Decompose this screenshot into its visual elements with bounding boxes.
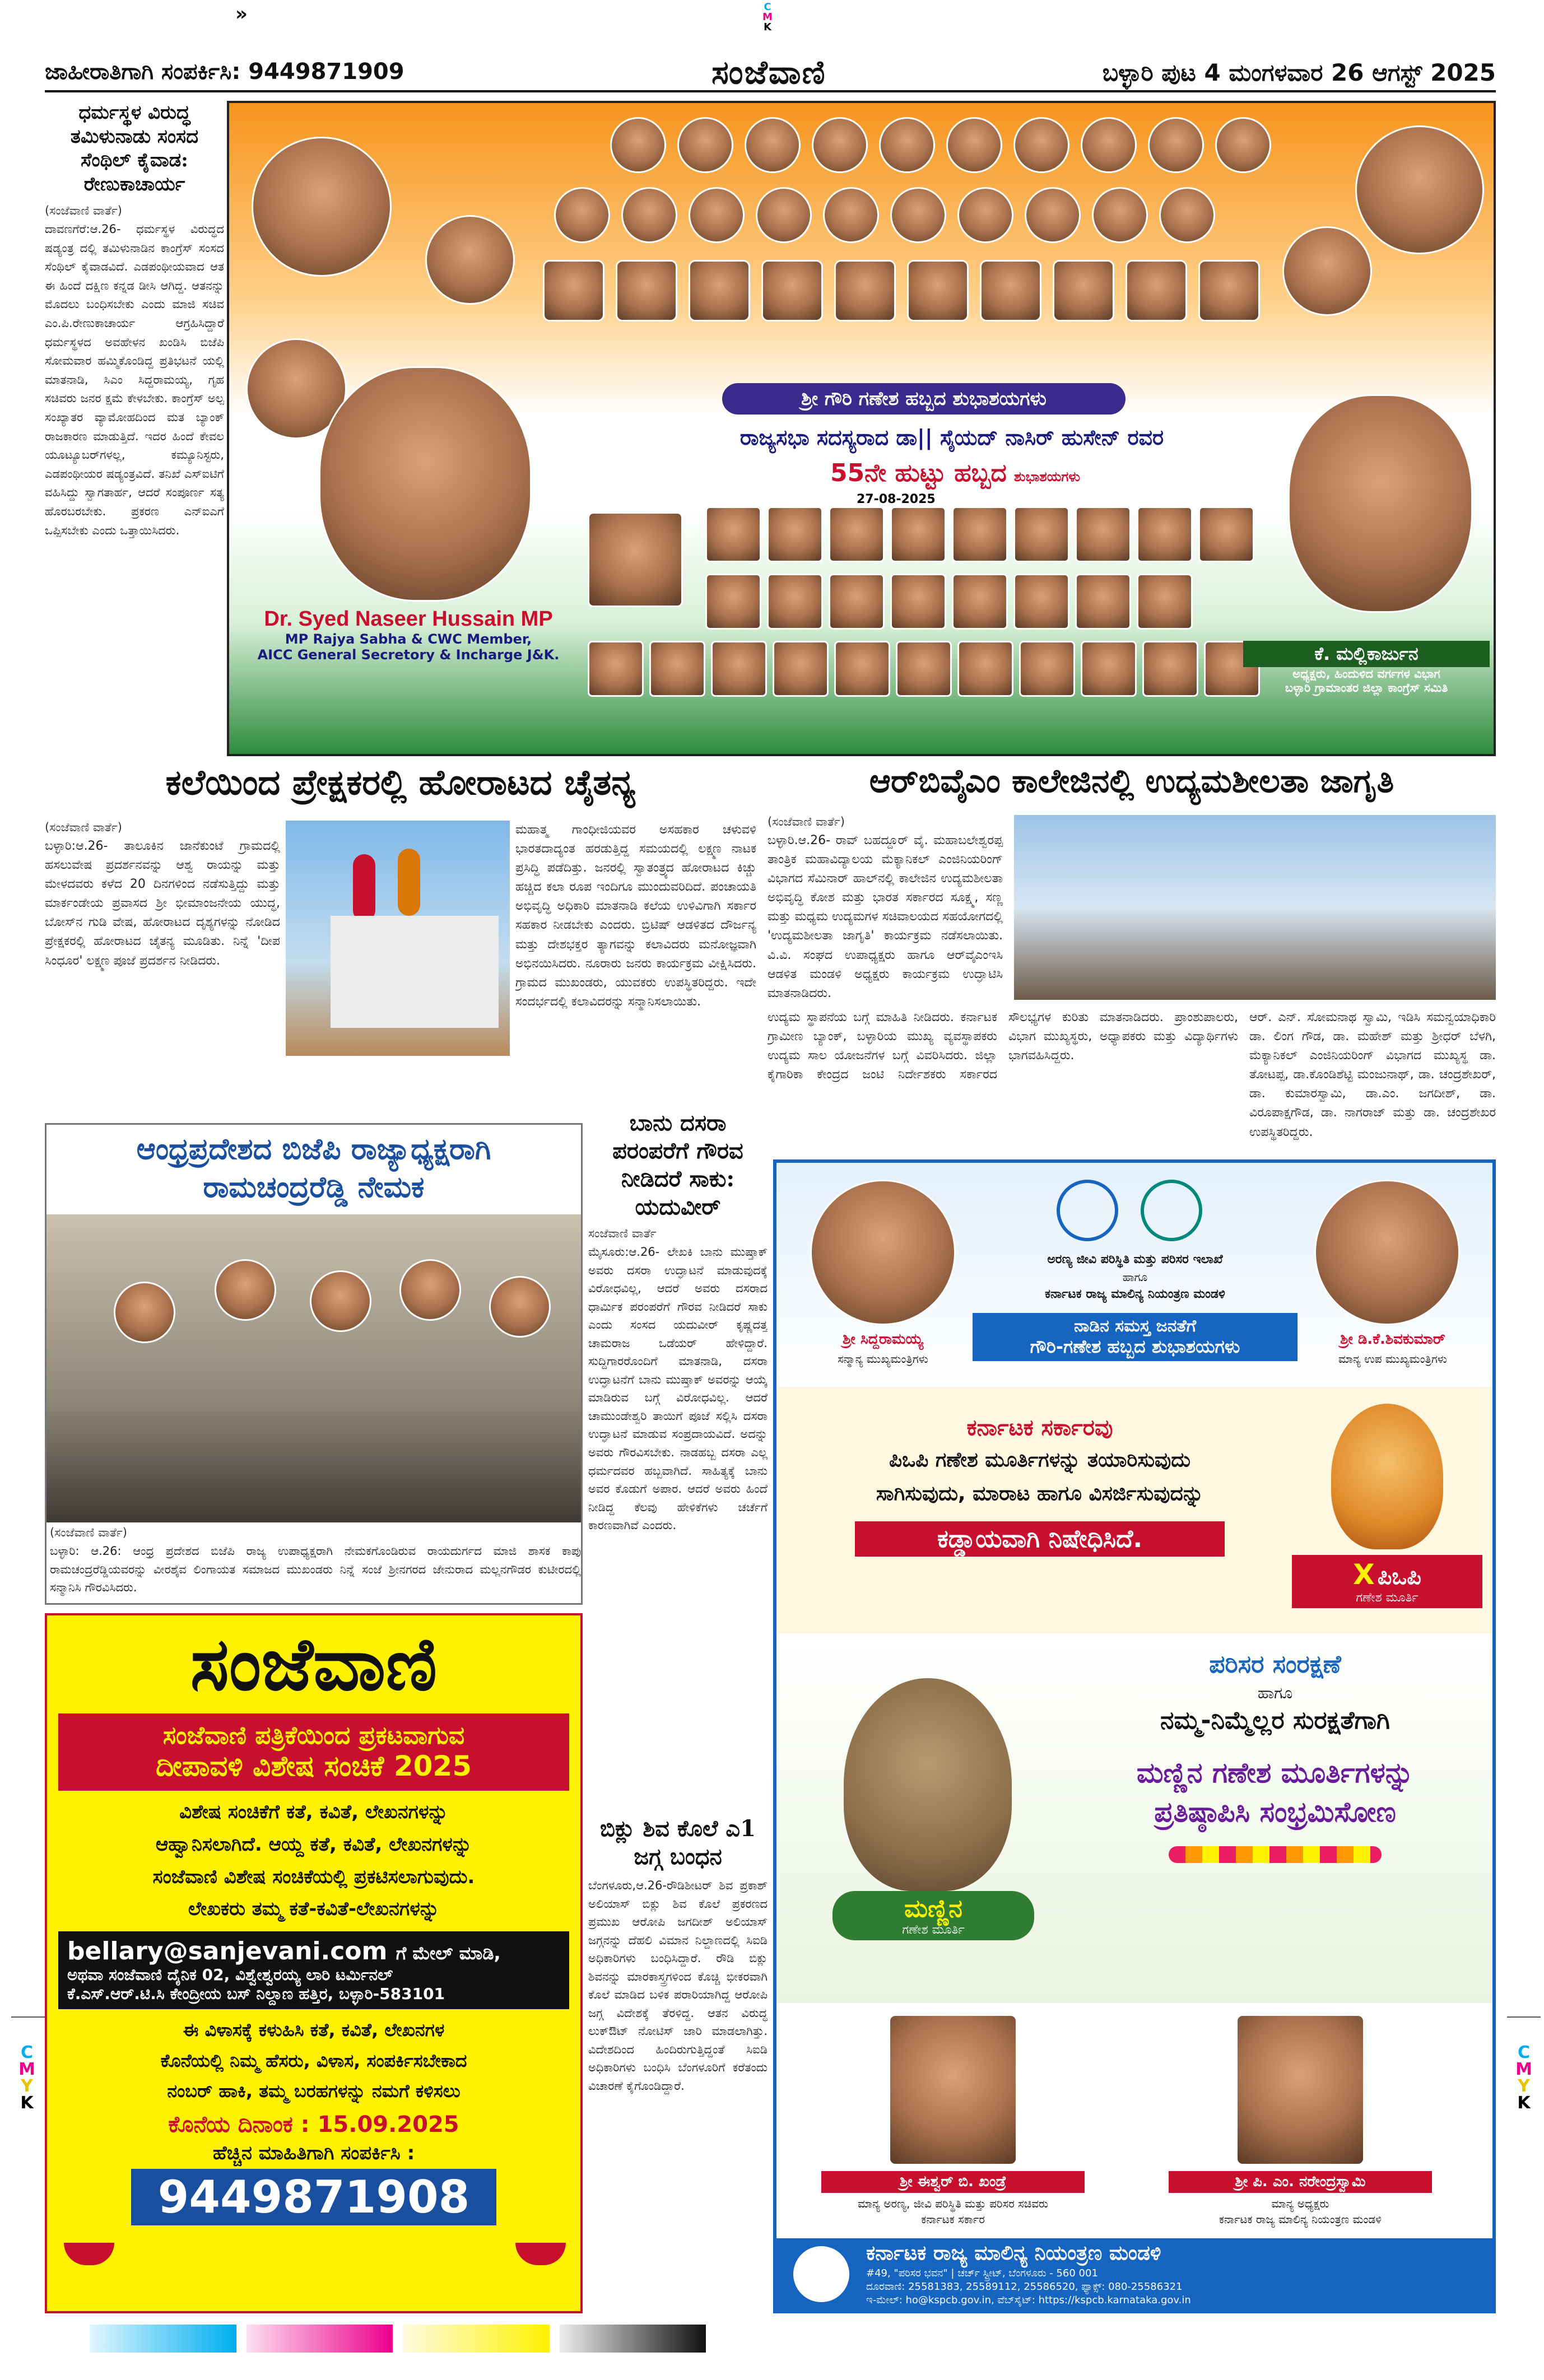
cmyk-mark-top: C M K — [762, 1, 773, 33]
honoree-name-en: Dr. Syed Naseer Hussain MP — [264, 607, 553, 631]
story-art-col3 — [515, 821, 756, 1120]
birthday-banner — [227, 101, 1496, 756]
supporter-photo — [1137, 506, 1193, 562]
env-4: ಪ್ರತಿಷ್ಠಾಪಿಸಿ ಸಂಭ್ರಮಿಸೋಣ — [1154, 1796, 1396, 1828]
ban-line-2: ಸಾಗಿಸುವುದು, ಮಾರಾಟ ಹಾಗೂ ವಿಸರ್ಜಿಸುವುದನ್ನು — [876, 1482, 1204, 1505]
dept-1: ಅರಣ್ಯ ಜೀವಿ ಪರಿಸ್ಥಿತಿ ಮತ್ತು ಪರಿಸರ ಇಲಾಖೆ — [1047, 1252, 1223, 1266]
minister-1-name: ಶ್ರೀ ಈಶ್ವರ್ ಬಿ. ಖಂಡ್ರೆ — [821, 2171, 1085, 2193]
birthday-count: 55ನೇ ಹುಟ್ಟು ಹಬ್ಬದ — [830, 459, 1007, 487]
honoree-role-2: AICC General Secretory & Incharge J&K. — [257, 647, 560, 663]
story-rymec — [768, 762, 1496, 1154]
ad-email-line — [67, 1937, 560, 1966]
greeting-box — [973, 1313, 1297, 1361]
supporter-photo — [1075, 574, 1131, 630]
ad-body-line: ಲೇಖಕರು ತಮ್ಮ ಕತೆ-ಕವಿತೆ-ಲೇಖನಗಳನ್ನು — [188, 1898, 440, 1921]
ad-more-info: ಹೆಚ್ಚಿನ ಮಾಹಿತಿಗಾಗಿ ಸಂಪರ್ಕಿಸಿ : — [212, 2142, 415, 2165]
cm-role: ಸನ್ಮಾನ್ಯ ಮುಖ್ಯಮಂತ್ರಿಗಳು — [838, 1352, 928, 1366]
supporter-photo — [1075, 506, 1131, 562]
ad-contact: ಜಾಹೀರಾತಿಗಾಗಿ ಸಂಪರ್ಕಿಸಿ: 9449871909 — [45, 59, 404, 85]
birthday-line — [733, 459, 1182, 487]
clay-badge — [833, 1891, 1034, 1940]
env-3: ಮಣ್ಣಿನ ಗಣೇಶ ಮೂರ್ತಿಗಳನ್ನು — [1136, 1757, 1414, 1789]
leader-photo — [252, 137, 392, 277]
newspaper-logo: ಸಂಜೆವಾಣಿ — [711, 53, 826, 91]
masthead — [45, 53, 1496, 92]
kspcb-ad — [773, 1159, 1496, 2313]
color-bars — [90, 2325, 706, 2353]
supporter-photo — [952, 506, 1008, 562]
story-andhra-photo — [46, 1214, 583, 1522]
ad-address-2: ಕೆ.ಎಸ್.ಆರ್.ಟಿ.ಸಿ ಕೇಂದ್ರೀಯ ಬಸ್ ನಿಲ್ದಾಣ ಹತ್ತಿರ, ಬಳ್ಳಾರಿ-583101 — [67, 1985, 445, 2004]
ad-logo: ಸಂಜೆವಾಣಿ — [190, 1621, 438, 1707]
ad-body-line: ಆಹ್ವಾನಿಸಲಾಗಿದೆ. ಆಯ್ದ ಕತೆ, ಕವಿತೆ, ಲೇಖನಗಳನ್ನು — [155, 1833, 472, 1856]
leader-photo — [1126, 260, 1187, 322]
ban-line-1: ಪಿಒಪಿ ಗಣೇಶ ಮೂರ್ತಿಗಳನ್ನು ತಯಾರಿಸುವುದು — [889, 1449, 1190, 1471]
leader-photo — [957, 187, 1013, 243]
birthday-date: 27-08-2025 — [857, 492, 936, 506]
leader-photo — [879, 117, 935, 173]
dateline: ಬಳ್ಳಾರಿ ಪುಟ 4 ಮಂಗಳವಾರ 26 ಆಗಸ್ಟ್ 2025 — [1102, 59, 1496, 86]
leader-photo — [890, 187, 946, 243]
ad-deadline — [47, 2112, 580, 2137]
ad-email[interactable]: bellary@sanjevani.com — [67, 1937, 388, 1966]
story-dasara-headline: ಬಾನು ದಸರಾ ಪರಂಪರೆಗೆ ಗೌರವ ನೀಡಿದರೆ ಸಾಕು: ಯದುವೀರ್ — [612, 1110, 743, 1220]
cyan-bar — [90, 2325, 236, 2353]
supporter-photo — [649, 641, 705, 697]
main-honoree-photo — [319, 366, 532, 602]
kspcb-footer-address: #49, "ಪರಿಸರ ಭವನ" | ಚರ್ಚ್ ಸ್ಟ್ರೀಟ್, ಬೆಂಗಳೂರು - 560 001 — [866, 2267, 1098, 2279]
minister-2-role-1: ಮಾನ್ಯ ಅಧ್ಯಕ್ಷರು — [1271, 2197, 1329, 2210]
ban-line-3: ಕಡ್ಡಾಯವಾಗಿ ನಿಷೇಧಿಸಿದೆ. — [855, 1521, 1225, 1557]
story-andhra-text — [50, 1526, 581, 1604]
dcm-role: ಮಾನ್ಯ ಉಪ ಮುಖ್ಯಮಂತ್ರಿಗಳು — [1338, 1352, 1448, 1366]
leader-photo — [689, 260, 750, 322]
leader-photo — [745, 117, 801, 173]
story-art-byline: (ಸಂಜೆವಾಣಿ ವಾರ್ತೆ) — [45, 821, 122, 834]
leader-photo — [1025, 187, 1081, 243]
left-story-body: ದಾವಣಗೆರೆ:ಆ.26- ಧರ್ಮಸ್ಥಳ ವಿರುದ್ಧದ ಷಡ್ಯಂತ್ರ ದಲ್ಲಿ ತಮಿಳುನಾಡಿನ ಕಾಂಗ್ರೆಸ್ ಸಂಸದ ಸೆಂಥಿಲ್ ಕೈವಾಡವಿದೆ. ಎಡಪಂಥೀಯವಾದ ಆತ ಈ ಹಿಂದೆ ದಕ್ಷಿಣ ಕನ್ನಡ ಡೀಸಿ ಆಗಿದ್ದ. ಆತನನ್ನು ಮೊದಲು ಬಂಧಿಸಬೇಕು ಎಂದು ಮಾಜಿ ಸಚಿವ ಎಂ.ಪಿ.ರೇಣುಕಾಚಾರ್ಯ ಆಗ್ರಹಿಸಿದ್ದಾರೆ ಧರ್ಮಸ್ಥಳದ ಅವಹೇಳನ ಖಂಡಿಸಿ ಬಿಜೆಪಿ ಸೋಮವಾರ ಹಮ್ಮಿಕೊಂಡಿದ್ದ ಪ್ರತಿಭಟನೆ ಯಲ್ಲಿ ಮಾತನಾಡಿ, ಸಿಎಂ ಸಿದ್ದರಾಮಯ್ಯ, ಗೃಹ ಸಚಿವರು ಜನರ ಕ್ಷಮೆ ಕೇಳಬೇಕು. ಕಾಂಗ್ರೆಸ್ ಅಲ್ಪ ಸಂಖ್ಯಾತರ ವ್ಯಾಮೋಹದಿಂದ ಮತ ಬ್ಯಾಂಕ್ ರಾಜಕಾರಣ ಮಾಡುತ್ತಿದೆ. ಇದರ ಹಿಂದೆ ಕೇವಲ ಯೂಟ್ಯೂಬರ್‌ಗಳಲ್ಲ, ಕಮ್ಯೂನಿಸ್ಟರು, ಎಡಪಂಥೀಯರ ಷಡ್ಯಂತ್ರವಿದೆ. ತನಿಖೆ ಎಸ್‌ಐಟಿಗೆ ವಹಿಸಿದ್ದು ಸ್ವಾಗತಾರ್ಹ, ಆದರೆ ಸಂಪೂರ್ಣ ಸತ್ಯ ಹೊರಬರಬೇಕು. ಪ್ರಕರಣ ಎನ್‌ಐಎಗೆ ಒಪ್ಪಿಸಬೇಕು ಎಂದು ಒತ್ತಾಯಿಸಿದರು. — [45, 222, 224, 537]
sponsor-plate — [1243, 641, 1490, 695]
clay-label: ಮಣ್ಣಿನ — [904, 1894, 962, 1923]
ad-body-line: ಸಂಜೆವಾಣಿ ವಿಶೇಷ ಸಂಚಿಕೆಯಲ್ಲಿ ಪ್ರಕಟಿಸಲಾಗುವುದು. — [152, 1865, 475, 1888]
left-story — [45, 101, 224, 745]
ad-deadline-label: ಕೊನೆಯ ದಿನಾಂಕ : — [168, 2112, 318, 2138]
govt-line: ಕರ್ನಾಟಕ ಸರ್ಕಾರವು — [966, 1415, 1113, 1441]
minister-2-role-2: ಕರ್ನಾಟಕ ರಾಜ್ಯ ಮಾಲಿನ್ಯ ನಿಯಂತ್ರಣ ಮಂಡಳಿ — [1219, 2213, 1382, 2226]
ad-body-line: ವಿಶೇಷ ಸಂಚಿಕೆಗೆ ಕತೆ, ಕವಿತೆ, ಲೇಖನಗಳನ್ನು — [179, 1801, 448, 1823]
story-rymec-body2: ಉದ್ಯಮ ಸ್ಥಾಪನೆಯ ಬಗ್ಗೆ ಮಾಹಿತಿ ನೀಡಿದರು. ಕರ್ನಾಟಕ ಗ್ರಾಮೀಣ ಬ್ಯಾಂಕ್, ಬಳ್ಳಾರಿಯ ಮುಖ್ಯ ವ್ಯವಸ್ಥಾಪಕರು ಉದ್ಯಮ ಸಾಲ ಯೋಜನೆಗಳ ಬಗ್ಗೆ ವಿವರಿಸಿದರು. ಜಿಲ್ಲಾ ಕೈಗಾರಿಕಾ ಕೇಂದ್ರದ ಜಂಟಿ ನಿರ್ದೇಶಕರು ಸರ್ಕಾರದ ಸೌಲಭ್ಯಗಳ ಕುರಿತು ಮಾತನಾಡಿದರು. ಪ್ರಾಂಶುಪಾಲರು, ವಿಭಾಗ ಮುಖ್ಯಸ್ಥರು, ಅಧ್ಯಾಪಕರು ಮತ್ತು ವಿದ್ಯಾರ್ಥಿಗಳು ಭಾಗವಹಿಸಿದ್ದರು. — [768, 1010, 1238, 1082]
magenta-bar — [247, 2325, 393, 2353]
leader-photo — [1215, 117, 1271, 173]
leader-photo — [1282, 226, 1372, 316]
supporter-photo — [705, 506, 761, 562]
story-andhra-headline: ಆಂಧ್ರಪ್ರದೇಶದ ಬಿಜೆಪಿ ರಾಜ್ಯಾಧ್ಯಕ್ಷರಾಗಿ ರಾಮಚಂದ್ರರೆಡ್ಡಿ ನೇಮಕ — [136, 1132, 491, 1204]
story-andhra-byline: (ಸಂಜೆವಾಣಿ ವಾರ್ತೆ) — [50, 1526, 127, 1539]
leader-photo — [1355, 125, 1484, 254]
story-dasara — [588, 1109, 768, 1725]
story-dasara-body: ಮೈಸೂರು:ಆ.26- ಲೇಖಕಿ ಬಾನು ಮುಷ್ತಾಕ್ ಅವರು ದಸರಾ ಉದ್ಘಾಟನೆ ಮಾಡುವುದಕ್ಕೆ ವಿರೋಧವಿಲ್ಲ, ಆದರೆ ಅವರು ದಸರಾದ ಧಾರ್ಮಿಕ ಪರಂಪರೆಗೆ ಗೌರವ ನೀಡಿದರೆ ಸಾಕು ಎಂದು ಸಂಸದ ಯದುವೀರ್ ಕೃಷ್ಣದತ್ತ ಚಾಮರಾಜ ಒಡೆಯರ್ ಹೇಳಿದ್ದಾರೆ. ಸುದ್ದಿಗಾರರೊಂದಿಗೆ ಮಾತನಾಡಿ, ದಸರಾ ಉದ್ಘಾಟನೆಗೆ ಬಾನು ಮುಷ್ತಾಕ್ ಅವರನ್ನು ಆಯ್ಕೆ ಮಾಡಿರುವ ಬಗ್ಗೆ ವಿರೋಧವಿಲ್ಲ. ಆದರೆ ಚಾಮುಂಡೇಶ್ವರಿ ತಾಯಿಗೆ ಪೂಜೆ ಸಲ್ಲಿಸಿ ದಸರಾ ಉದ್ಘಾಟನೆ ಮಾಡುವ ಸಂಪ್ರದಾಯವಿದೆ. ಅದನ್ನು ಅವರು ಗೌರವಿಸಬೇಕು. ನಾಡಹಬ್ಬ ದಸರಾ ಎಲ್ಲ ಧರ್ಮದವರ ಹಬ್ಬವಾಗಿದೆ. ಸಾಹಿತ್ಯಕ್ಕೆ ಬಾನು ಅವರ ಕೊಡುಗೆ ಅಪಾರ. ಆದರೆ ಅವರು ಹಿಂದೆ ನೀಡಿದ್ದ ಕೆಲವು ಹೇಳಿಕೆಗಳು ಚರ್ಚೆಗೆ ಕಾರಣವಾಗಿವೆ ಎಂದರು. — [588, 1245, 768, 1533]
diya-right-icon — [515, 2243, 566, 2265]
leader-photo — [812, 117, 868, 173]
group-person — [215, 1259, 276, 1321]
supporter-photo — [957, 641, 1013, 697]
minister-2-name: ಶ್ರೀ ಪಿ. ಎಂ. ನರೇಂದ್ರಸ್ವಾಮಿ — [1169, 2171, 1432, 2193]
supporter-photo — [1081, 641, 1137, 697]
supporter-photo — [829, 574, 885, 630]
leader-photo — [425, 215, 515, 305]
ban-section — [776, 1387, 1492, 1633]
diya-left-icon — [64, 2243, 114, 2265]
birthday-suffix: ಶುಭಾಶಯಗಳು — [1010, 468, 1085, 486]
supporter-photo — [1142, 641, 1198, 697]
clay-sub: ಗಣೇಶ ಮೂರ್ತಿ — [902, 1923, 965, 1937]
ad-title-1: ಸಂಜೆವಾಣಿ ಪತ್ರಿಕೆಯಿಂದ ಪ್ರಕಟವಾಗುವ — [162, 1721, 465, 1750]
supporter-photo — [834, 641, 890, 697]
dept-2: ಕರ್ನಾಟಕ ರಾಜ್ಯ ಮಾಲಿನ್ಯ ನಿಯಂತ್ರಣ ಮಂಡಳಿ — [1045, 1287, 1225, 1301]
crosshair-left — [11, 2016, 45, 2018]
supporter-photo — [890, 506, 946, 562]
pop-badge — [1292, 1555, 1482, 1608]
supporter-photo — [767, 574, 823, 630]
group-person — [399, 1259, 461, 1321]
dept-and: ಹಾಗೂ — [1122, 1270, 1148, 1284]
flower-garland-icon — [1169, 1846, 1382, 1863]
leader-photo — [834, 260, 896, 322]
kspcb-footer-phone: ದೂರವಾಣಿ: 25581383, 25589112, 25586520, ಫ್ಯಾಕ್ಸ್: 080-25586321 — [866, 2281, 1183, 2293]
ad-notes — [47, 2015, 580, 2106]
sponsor-photo — [1288, 394, 1473, 613]
kspcb-logo-icon — [1141, 1180, 1202, 1241]
supporter-photo — [1137, 574, 1193, 630]
minister-1-photo — [889, 2014, 1017, 2165]
story-biklu — [588, 1815, 768, 2319]
yellow-bar — [403, 2325, 550, 2353]
ad-email-box — [58, 1931, 569, 2009]
ad-email-suffix: ಗೆ ಮೇಲ್ ಮಾಡಿ, — [396, 1943, 501, 1964]
cm-photo — [810, 1180, 956, 1325]
story-rymec-headline: ಆರ್‌ಬಿವೈಎಂ ಕಾಲೇಜಿನಲ್ಲಿ ಉದ್ಯಮಶೀಲತಾ ಜಾಗೃತಿ — [869, 762, 1394, 800]
ad-body — [47, 1796, 580, 1926]
dcm-name: ಶ್ರೀ ಡಿ.ಕೆ.ಶಿವಕುಮಾರ್ — [1340, 1331, 1445, 1348]
ad-phone[interactable]: 9449871908 — [131, 2169, 496, 2225]
leader-photo — [756, 187, 812, 243]
honoree-name-plate — [246, 607, 571, 663]
supporter-photo — [588, 641, 644, 697]
sponsor-role-2: ಬಳ್ಳಾರಿ ಗ್ರಾಮಾಂತರ ಜಿಲ್ಲಾ ಕಾಂಗ್ರೆಸ್ ಸಮಿತಿ — [1285, 681, 1448, 695]
leader-photo — [1092, 187, 1148, 243]
leader-photo — [946, 117, 1002, 173]
leader-photo — [907, 260, 969, 322]
ad-address-1: ಅಥವಾ ಸಂಜೆವಾಣಿ ದೈನಿಕ 02, ವಿಶ್ವೇಶ್ವರಯ್ಯ ಲಾರಿ ಟರ್ಮಿನಲ್ — [67, 1966, 393, 1985]
leader-photo — [610, 117, 666, 173]
supporter-photo — [1013, 506, 1069, 562]
performer-figure — [353, 854, 375, 921]
leader-photo — [677, 117, 733, 173]
supporter-photo — [767, 506, 823, 562]
leader-photo — [1159, 187, 1215, 243]
ad-note-line: ಈ ವಿಳಾಸಕ್ಕೆ ಕಳುಹಿಸಿ ಕತೆ, ಕವಿತೆ, ಲೇಖನಗಳ — [183, 2019, 445, 2041]
minister-1-role-1: ಮಾನ್ಯ ಅರಣ್ಯ, ಜೀವಿ ಪರಿಸ್ಥಿತಿ ಮತ್ತು ಪರಿಸರ ಸಚಿವರು — [858, 2197, 1048, 2210]
supporter-photo — [952, 574, 1008, 630]
kspcb-footer-logo-icon — [793, 2246, 849, 2302]
story-rymec-body3: ಆರ್. ಎನ್. ಸೋಮನಾಥ ಸ್ವಾಮಿ, ಇಡಿಸಿ ಸಮನ್ವಯಾಧಿಕಾರಿ ಡಾ. ಲಿಂಗ ಗೌಡ, ಡಾ. ಮಹೇಶ್ ಮತ್ತು ಶ್ರೀಧರ್ ಬೆಳಗಿ, ಮೆಕ್ಯಾನಿಕಲ್ ಎಂಜಿನಿಯರಿಂಗ್ ವಿಭಾಗದ ಮುಖ್ಯಸ್ಥ ಡಾ. ತೋಟಪ್ಪ, ಡಾ.ಕೊಂಡಿಶೆಟ್ಟಿ ಮಂಜುನಾಥ್, ಡಾ. ಚಂದ್ರಶೇಖರ್, ಡಾ. ಕುಮಾರಸ್ವಾಮಿ, ಡಾ.ಎಂ. ಜಗದೀಶ್, ಡಾ. ವಿರೂಪಾಕ್ಷಗೌಡ, ಡಾ. ನಾಗರಾಜ್ ಮತ್ತು ಡಾ. ಚಂದ್ರಶೇಖರ ಉಪಸ್ಥಿತರಿದ್ದರು. — [1249, 1010, 1496, 1139]
black-bar — [560, 2325, 706, 2353]
cm-name: ಶ್ರೀ ಸಿದ್ದರಾಮಯ್ಯ — [843, 1331, 923, 1348]
ad-title-2: ದೀಪಾವಳಿ ವಿಶೇಷ ಸಂಚಿಕೆ 2025 — [156, 1750, 472, 1782]
supporter-photo — [890, 574, 946, 630]
leader-photo — [1081, 117, 1137, 173]
story-rymec-col1 — [768, 815, 1003, 1005]
leader-photo — [1148, 117, 1204, 173]
story-art-body1: ಬಳ್ಳಾರಿ:ಆ.26- ತಾಲೂಕಿನ ಜಾನೆಕುಂಟೆ ಗ್ರಾಮದಲ್ಲಿ ಹಸಲುವೇಷ ಪ್ರದರ್ಶನವನ್ನು ಆಶ್ವ ರಾಯನ್ನು ಮತ್ತು ಮೇಳದವರು ಕಳೆದ 20 ದಿನಗಳಿಂದ ನಡೆಸುತ್ತಿದ್ದು ಮತ್ತು ಮಾರ್ಕಂಡೇಯ ಪ್ರವಾಸದ ಶ್ರೀ ಭೀಮಾಂಜನೇಯ ಯುದ್ಧ, ಬೋಸ್‌ನ ಗುಡಿ ವೇಷ, ಹೋರಾಟದ ದೃಶ್ಯಗಳನ್ನು ನೋಡಿದ ಪ್ರೇಕ್ಷಕರಲ್ಲಿ ಹೋರಾಟದ ಚೈತನ್ಯ ಮೂಡಿತು. ನಿನ್ನೆ 'ದೀಪ ಸಿಂಧೂರ' ಲಕ್ಷ್ಮಣ ಪೂಜೆ ಪ್ರದರ್ಶನ ನೀಡಿದರು. — [45, 839, 280, 968]
honoree-role-1: MP Rajya Sabha & CWC Member, — [285, 631, 532, 647]
clay-ganesha-icon — [844, 1678, 1012, 1891]
kspcb-footer-web[interactable]: ಇ-ಮೇಲ್: ho@kspcb.gov.in, ವೆಬ್‌ಸೈಟ್: https://kspcb.karnataka.gov.in — [866, 2294, 1191, 2306]
cmyk-mark-right: C M Y K — [1515, 2043, 1532, 2113]
story-art-body2: ಮಹಾತ್ಮ ಗಾಂಧೀಜಿಯವರ ಅಸಹಕಾರ ಚಳುವಳಿ ಭಾರತದಾದ್ಯಂತ ಹರಡುತ್ತಿದ್ದ ಸಮಯದಲ್ಲಿ ಲಕ್ಷ್ಮಣ ನಾಟಕ ಪ್ರಸಿದ್ಧಿ ಪಡೆದಿತ್ತು. ಜನರಲ್ಲಿ ಸ್ವಾತಂತ್ರ್ಯದ ಹೋರಾಟದ ಕಿಚ್ಚು ಹಚ್ಚಿದ ಕಲಾ ರೂಪ ಇಂದಿಗೂ ಮುಂದುವರಿದಿದೆ. ಪಂಚಾಯತಿ ಅಭಿವೃದ್ಧಿ ಅಧಿಕಾರಿ ಮಾತನಾಡಿ ಕಲೆಯ ಉಳಿವಿಗಾಗಿ ಸರ್ಕಾರ ಸಹಕಾರ ನೀಡಬೇಕು ಎಂದರು. ಬ್ರಿಟಿಷ್ ಆಡಳಿತದ ದೌರ್ಜನ್ಯ ಮತ್ತು ದೇಶಭಕ್ತರ ತ್ಯಾಗವನ್ನು ಕಲಾವಿದರು ಮನೋಜ್ಞವಾಗಿ ಅಭಿನಯಿಸಿದರು. ನೂರಾರು ಜನರು ಕಾರ್ಯಕ್ರಮ ವೀಕ್ಷಿಸಿದರು. ಗ್ರಾಮದ ಮುಖಂಡರು, ಯುವಕರು ಉಪಸ್ಥಿತರಿದ್ದರು. ಇದೇ ಸಂದರ್ಭದಲ್ಲಿ ಕಲಾವಿದರನ್ನು ಸನ್ಮಾನಿಸಲಾಯಿತು. — [515, 823, 756, 1009]
ad-deadline-date: 15.09.2025 — [317, 2112, 459, 2138]
pop-x-icon: X — [1353, 1558, 1375, 1591]
leader-photo — [1053, 260, 1114, 322]
sanjevani-deepavali-ad — [45, 1613, 583, 2313]
left-story-headline: ಧರ್ಮಸ್ಥಳ ವಿರುದ್ಧ ತಮಿಳುನಾಡು ಸಂಸದ ಸೆಂಥಿಲ್ ಕೈವಾಡ: ರೇಣುಕಾಚಾರ್ಯ — [70, 101, 199, 195]
minister-1-role-2: ಕರ್ನಾಟಕ ಸರ್ಕಾರ — [921, 2213, 985, 2226]
minister-2-photo — [1236, 2014, 1365, 2165]
leader-photo — [823, 187, 879, 243]
leader-photo — [616, 260, 677, 322]
leader-photo — [761, 260, 823, 322]
env-section — [776, 1633, 1492, 2003]
env-2: ನಮ್ಮ-ನಿಮ್ಮೆಲ್ಲರ ಸುರಕ್ಷತೆಗಾಗಿ — [1160, 1706, 1390, 1735]
kspcb-top — [776, 1163, 1492, 1387]
supporter-photo — [773, 641, 829, 697]
group-person — [489, 1276, 551, 1338]
leader-photo — [980, 260, 1041, 322]
pop-label: ಪಿಒಪಿ — [1377, 1564, 1421, 1590]
crosshair-right — [1507, 2016, 1541, 2018]
supporter-photo — [1019, 641, 1075, 697]
supporter-photo — [705, 574, 761, 630]
story-rymec-byline: (ಸಂಜೆವಾಣಿ ವಾರ್ತೆ) — [768, 815, 845, 828]
story-dasara-byline: ಸಂಜೆವಾಣಿ ವಾರ್ತೆ — [588, 1227, 657, 1240]
govt-emblem-icon — [1057, 1180, 1118, 1241]
story-rymec-body1: ಬಳ್ಳಾರಿ.ಆ.26- ರಾವ್ ಬಹದ್ದೂರ್ ವೈ. ಮಹಾಬಲೇಶ್ವರಪ್ಪ ತಾಂತ್ರಿಕ ಮಹಾವಿದ್ಯಾಲಯ ಮೆಕ್ಯಾನಿಕಲ್ ಎಂಜಿನಿಯರಿಂಗ್ ವಿಭಾಗದ ಸೆಮಿನಾರ್ ಹಾಲ್‌ನಲ್ಲಿ ಕಾಲೇಜಿನ ಉದ್ಯಮಶೀಲತಾ ಅಭಿವೃದ್ಧಿ ಕೋಶ ಮತ್ತು ಭಾರತ ಸರ್ಕಾರದ ಸೂಕ್ಷ್ಮ, ಸಣ್ಣ ಮತ್ತು ಮಧ್ಯಮ ಉದ್ಯಮಗಳ ಸಚಿವಾಲಯದ ಸಹಯೋಗದಲ್ಲಿ 'ಉದ್ಯಮಶೀಲತಾ ಜಾಗೃತಿ' ಕಾರ್ಯಕ್ರಮ ನಡೆಸಲಾಯಿತು. ವಿ.ವಿ. ಸಂಘದ ಉಪಾಧ್ಯಕ್ಷರು ಹಾಗೂ ಆರ್‌ವೈಎಂಇಸಿ ಆಡಳಿತ ಮಂಡಳಿ ಅಧ್ಯಕ್ಷರು ಕಾರ್ಯಕ್ರಮ ಉದ್ಘಾಟಿಸಿ ಮಾತನಾಡಿದರು. — [768, 833, 1003, 1000]
group-person — [114, 1282, 175, 1343]
festival-greeting: ಶ್ರೀ ಗೌರಿ ಗಣೇಶ ಹಬ್ಬದ ಶುಭಾಶಯಗಳು — [722, 383, 1126, 414]
story-andhra-body: ಬಳ್ಳಾರಿ: ಆ.26: ಆಂಧ್ರ ಪ್ರದೇಶದ ಬಿಜೆಪಿ ರಾಜ್ಯ ಉಪಾಧ್ಯಕ್ಷರಾಗಿ ನೇಮಕಗೊಂಡಿರುವ ರಾಯದುರ್ಗದ ಮಾಜಿ ಶಾಸಕ ಕಾಪು ರಾಮಚಂದ್ರರೆಡ್ಡಿಯವರನ್ನು ವೀರಶೈವ ಲಿಂಗಾಯತ ಸಮಾಜದ ಮುಖಂಡರು ನಿನ್ನೆ ಸಂಜೆ ಶ್ರೀನಗರದ ಜೇನುರಾದ ಮಲ್ಲನಗೌಡರ ಕುಟೀರದಲ್ಲಿ ಸನ್ಮಾನಿಸಿ ಗೌರವಿಸಿದರು. — [50, 1544, 581, 1595]
greeting-1: ನಾಡಿನ ಸಮಸ್ತ ಜನತೆಗೆ — [1073, 1316, 1197, 1336]
story-andhra — [45, 1123, 583, 1605]
leader-photo — [543, 260, 604, 322]
story-art — [45, 762, 756, 1120]
greeting-2: ಗೌರಿ-ಗಣೇಶ ಹಬ್ಬದ ಶುಭಾಶಯಗಳು — [1030, 1336, 1240, 1357]
wall — [331, 916, 499, 1028]
ad-note-line: ನಂಬರ್ ಹಾಕಿ, ತಮ್ಮ ಬರಹಗಳನ್ನು ನಮಗೆ ಕಳಿಸಲು — [167, 2080, 461, 2102]
kspcb-footer — [776, 2238, 1492, 2310]
top-arrow-mark: » — [235, 3, 248, 25]
story-art-photo — [286, 821, 510, 1056]
story-rymec-photo — [1014, 815, 1496, 1000]
honoree-line: ರಾಜ್ಯಸಭಾ ಸದಸ್ಯರಾದ ಡಾ|| ಸೈಯದ್ ನಾಸಿರ್ ಹುಸೇನ್ ರವರ — [740, 425, 1164, 450]
env-1: ಪರಿಸರ ಸಂರಕ್ಷಣೆ — [1209, 1650, 1341, 1679]
leader-photo — [554, 187, 610, 243]
ad-title-box — [58, 1713, 569, 1791]
sponsor-name: ಕೆ. ಮಲ್ಲಿಕಾರ್ಜುನ — [1243, 641, 1490, 667]
pop-ganesha-icon — [1331, 1404, 1443, 1549]
supporter-photo — [1013, 574, 1069, 630]
supporter-photo — [1198, 506, 1254, 562]
performer-figure — [398, 849, 420, 916]
story-rymec-col3 — [1249, 1008, 1496, 1154]
leader-photo — [1198, 260, 1260, 322]
supporter-photo — [711, 641, 767, 697]
supporter-photo — [588, 512, 683, 607]
leader-photo — [621, 187, 677, 243]
dcm-photo — [1314, 1180, 1460, 1325]
story-biklu-body: ಬೆಂಗಳೂರು,ಆ.26-ರೌಡಿಶೀಟರ್ ಶಿವ ಪ್ರಕಾಶ್ ಅಲಿಯಾಸ್ ಬಿಕ್ಲು ಶಿವ ಕೊಲೆ ಪ್ರಕರಣದ ಪ್ರಮುಖ ಆರೋಪಿ ಜಗದೀಶ್ ಅಲಿಯಾಸ್ ಜಗ್ಗನನ್ನು ದೆಹಲಿ ವಿಮಾನ ನಿಲ್ದಾಣದಲ್ಲಿ ಸಿಐಡಿ ಅಧಿಕಾರಿಗಳು ಬಂಧಿಸಿದ್ದಾರೆ. ರೌಡಿ ಬಿಕ್ಲು ಶಿವನನ್ನು ಮಾರಕಾಸ್ತ್ರಗಳಿಂದ ಕೊಚ್ಚಿ ಭೀಕರವಾಗಿ ಕೊಲೆ ಮಾಡಿದ ಬಳಿಕ ಪರಾರಿಯಾಗಿದ್ದ ಆರೋಪಿ ಜಗ್ಗ ವಿದೇಶಕ್ಕೆ ತೆರಳಿದ್ದ. ಆತನ ವಿರುದ್ಧ ಲುಕ್‌ಔಟ್ ನೋಟಿಸ್ ಜಾರಿ ಮಾಡಲಾಗಿತ್ತು. ವಿದೇಶದಿಂದ ಹಿಂದಿರುಗುತ್ತಿದ್ದಂತೆ ಸಿಐಡಿ ಅಧಿಕಾರಿಗಳು ಬಂಧಿಸಿ ಬೆಂಗಳೂರಿಗೆ ಕರೆತಂದು ವಿಚಾರಣೆ ಕೈಗೊಂಡಿದ್ದಾರೆ. — [588, 1879, 768, 2093]
leader-photo — [689, 187, 745, 243]
env-and: ಹಾಗೂ — [1257, 1684, 1293, 1702]
story-rymec-col2 — [768, 1008, 1238, 1154]
pop-sub: ಗಣೇಶ ಮೂರ್ತಿ — [1356, 1591, 1419, 1605]
supporter-photo — [829, 506, 885, 562]
ministers-section — [776, 2003, 1492, 2238]
supporter-photo — [896, 641, 952, 697]
story-art-col1 — [45, 821, 280, 1120]
sponsor-role-1: ಅಧ್ಯಕ್ಷರು, ಹಿಂದುಳಿದ ವರ್ಗಗಳ ವಿಭಾಗ — [1292, 667, 1440, 681]
leader-photo — [1013, 117, 1069, 173]
cmyk-mark-left: C M Y K — [18, 2043, 35, 2113]
story-biklu-headline: ಬಿಕ್ಲು ಶಿವ ಕೊಲೆ ಎ1 ಜಗ್ಗ ಬಂಧನ — [600, 1815, 756, 1870]
ad-note-line: ಕೊನೆಯಲ್ಲಿ ನಿಮ್ಮ ಹೆಸರು, ವಿಳಾಸ, ಸಂಪರ್ಕಿಸಬೇಕಾದ — [160, 2050, 467, 2071]
kspcb-footer-title: ಕರ್ನಾಟಕ ರಾಜ್ಯ ಮಾಲಿನ್ಯ ನಿಯಂತ್ರಣ ಮಂಡಳಿ — [866, 2242, 1161, 2265]
story-art-headline: ಕಲೆಯಿಂದ ಪ್ರೇಕ್ಷಕರಲ್ಲಿ ಹೋರಾಟದ ಚೈತನ್ಯ — [165, 762, 636, 803]
left-story-byline: (ಸಂಜೆವಾಣಿ ವಾರ್ತೆ) — [45, 204, 122, 217]
group-person — [310, 1270, 371, 1332]
